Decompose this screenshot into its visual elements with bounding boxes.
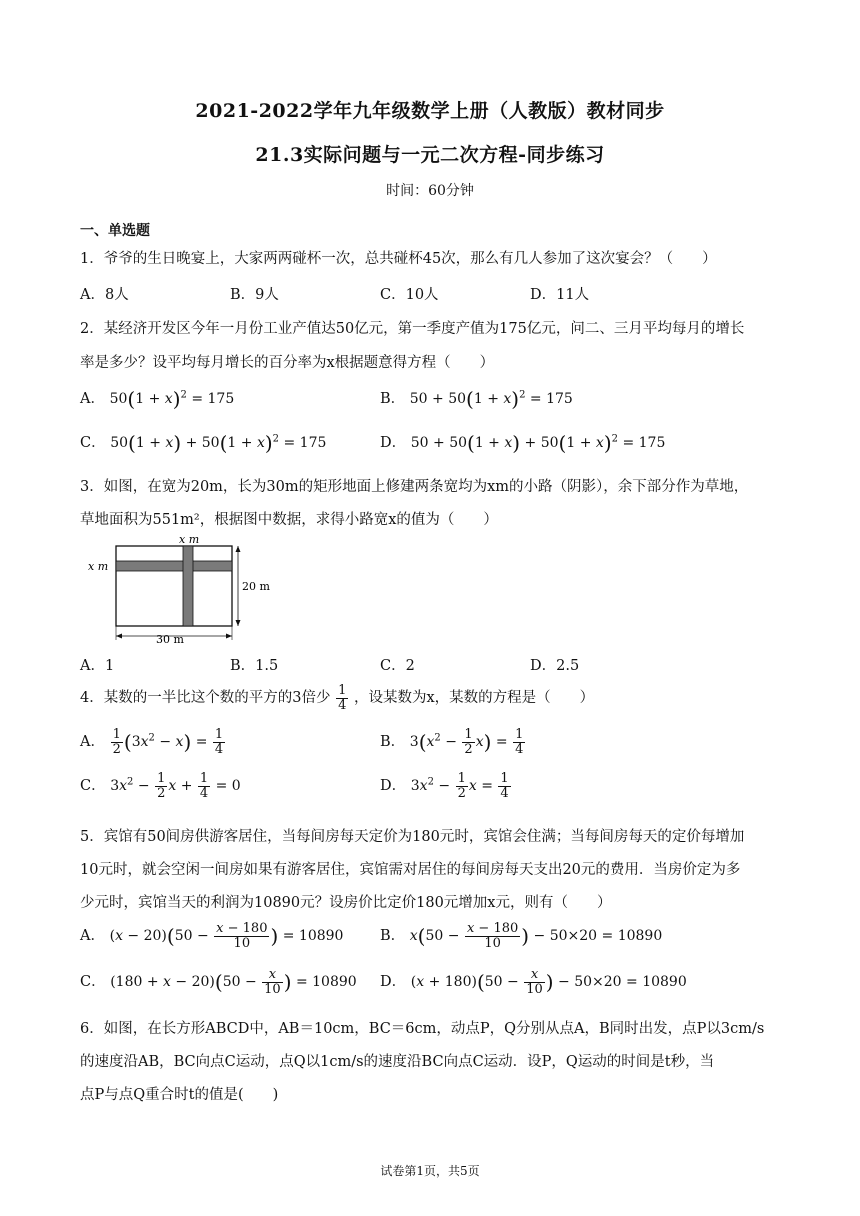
q3-top-label: x m bbox=[179, 533, 200, 546]
q3-right-label: 20 m bbox=[242, 580, 270, 593]
q1-option-b[interactable]: B．9人 bbox=[230, 287, 279, 303]
q1-option-c[interactable]: C．10人 bbox=[380, 287, 439, 303]
q4-option-c[interactable] bbox=[80, 772, 241, 800]
q2-option-a-label: A． bbox=[80, 391, 105, 407]
q5-option-b-label: B． bbox=[380, 928, 406, 945]
q2-option-c[interactable] bbox=[80, 431, 326, 453]
q3-left-label: x m bbox=[88, 560, 109, 573]
q2-option-d-label: D． bbox=[380, 435, 407, 451]
q4-option-c-label: C． bbox=[80, 778, 106, 795]
q6-stem-line2: 的速度沿AB，BC向点C运动，点Q以1cm/s的速度沿BC向点C运动．设P，Q运动的时间是t秒，当 bbox=[80, 1054, 715, 1070]
q2-option-a-formula: $50(1 + x)^2 = 175$ bbox=[109, 387, 235, 411]
q4-option-d[interactable] bbox=[380, 772, 512, 800]
q4-option-b-label: B． bbox=[380, 734, 406, 751]
q4-option-a-label: A． bbox=[80, 734, 105, 751]
q4-option-a-formula: $\frac{1}{2}$ $(3x^2 - x)$ = $\frac{1}{4}$ bbox=[112, 727, 224, 757]
q5-option-a-formula: (x − 20)(50 − $\frac{x - 180}{10}$ ) = 10890 bbox=[109, 921, 344, 951]
q3-option-a[interactable]: A．1 bbox=[80, 658, 115, 674]
q2-stem-line2: 率是多少？设平均每月增长的百分率为x根据题意得方程（ ） bbox=[80, 355, 495, 371]
q3-field-rect bbox=[116, 546, 232, 626]
q5-option-b-formula: x(50 − $\frac{x - 180}{10}$ ) − 50×20 = 10890 bbox=[409, 921, 663, 951]
q5-option-a[interactable] bbox=[80, 922, 343, 950]
q1-stem: 1．爷爷的生日晚宴上，大家两两碰杯一次，总共碰杯45次，那么有几人参加了这次宴会？（ ） bbox=[80, 251, 717, 267]
q6-stem-line3: 点P与点Q重合时t的值是( ) bbox=[80, 1087, 279, 1103]
q5-option-c-label: C． bbox=[80, 974, 106, 991]
q2-option-d[interactable] bbox=[380, 431, 665, 453]
q6-stem-line1: 6．如图，在长方形ABCD中，AB＝10cm，BC＝6cm，动点P，Q分别从点A，B同时出发，点P以3cm/s bbox=[80, 1021, 765, 1037]
q3-bottom-label: 30 m bbox=[156, 633, 184, 644]
q4-option-b[interactable] bbox=[380, 728, 526, 756]
q2-option-b-formula: $50 + 50(1 + x)^2 = 175$ bbox=[409, 387, 573, 411]
q2-option-c-formula: $50(1 + x) + 50(1 + x)^2 = 175$ bbox=[110, 431, 327, 455]
q3-option-c[interactable]: C．2 bbox=[380, 658, 415, 674]
q1-option-a[interactable]: A．8人 bbox=[80, 287, 129, 303]
q3-option-d[interactable]: D．2.5 bbox=[530, 658, 580, 674]
q5-stem-line3: 少元时，宾馆当天的利润为10890元？设房价比定价180元增加x元，则有（ ） bbox=[80, 895, 612, 911]
q5-stem-line2: 10元时，就会空闲一间房如果有游客居住，宾馆需对居住的每间房每天支出20元的费用．当房价定为多 bbox=[80, 862, 741, 878]
q5-option-d[interactable] bbox=[380, 968, 687, 996]
q2-stem-line1: 2．某经济开发区今年一月份工业产值达50亿元，第一季度产值为175亿元，问二、三月平均每月的增长 bbox=[80, 321, 745, 337]
q3-horizontal-road bbox=[116, 561, 232, 571]
q5-option-c[interactable] bbox=[80, 968, 357, 996]
page-footer: 试卷第1页，共5页 bbox=[380, 1164, 480, 1178]
q4-option-a[interactable] bbox=[80, 728, 226, 756]
q4-stem-part1: 4．某数的一半比这个数的平方的3倍少 bbox=[80, 690, 331, 707]
q2-option-b[interactable] bbox=[380, 387, 573, 409]
q4-option-b-formula: $3(x^2$ − $\frac{1}{2}$ x) = $\frac{1}{4}$ bbox=[409, 727, 524, 757]
q5-option-d-formula: (x + 180)(50 − $\frac{x}{10}$ ) − 50×20 = 10890 bbox=[410, 967, 687, 997]
exam-title: 2021-2022学年九年级数学上册（人教版）教材同步 bbox=[195, 100, 665, 122]
q5-option-b[interactable] bbox=[380, 922, 662, 950]
exam-subtitle: 21.3实际问题与一元二次方程-同步练习 bbox=[255, 144, 605, 166]
q4-stem-part2: ，设某数为x，某数的方程是（ ） bbox=[353, 690, 595, 707]
q5-option-a-label: A． bbox=[80, 928, 105, 945]
q4-option-d-formula: $3x^2$ − $\frac{1}{2}$ x = $\frac{1}{4}$ bbox=[410, 771, 509, 801]
q3-stem-line2: 草地面积为551m²，根据图中数据，求得小路宽x的值为（ ） bbox=[80, 512, 498, 528]
q2-option-d-formula: $50 + 50(1 + x) + 50(1 + x)^2 = 175$ bbox=[410, 431, 666, 455]
q4-option-d-label: D． bbox=[380, 778, 407, 795]
q4-stem bbox=[80, 684, 594, 712]
exam-time: 时间：60分钟 bbox=[386, 183, 474, 199]
q4-option-c-formula: $3x^2$ − $\frac{1}{2}$ x + $\frac{1}{4}$ = 0 bbox=[110, 771, 241, 801]
q1-option-d[interactable]: D．11人 bbox=[530, 287, 590, 303]
q3-vertical-road bbox=[183, 546, 193, 626]
q2-option-b-label: B． bbox=[380, 391, 406, 407]
q3-option-b[interactable]: B．1.5 bbox=[230, 658, 279, 674]
section-heading: 一、单选题 bbox=[80, 223, 150, 239]
q5-stem-line1: 5．宾馆有50间房供游客居住，当每间房每天定价为180元时，宾馆会住满；当每间房每天的定价每增加 bbox=[80, 829, 745, 845]
q5-option-c-formula: (180 + x − 20)(50 − $\frac{x}{10}$ ) = 10890 bbox=[110, 967, 357, 997]
q5-option-d-label: D． bbox=[380, 974, 407, 991]
q3-stem-line1: 3．如图，在宽为20m，长为30m的矩形地面上修建两条宽均为xm的小路（阴影），余下部分作为草地， bbox=[80, 479, 749, 495]
q4-stem-fraction: $\frac{1}{4}$ bbox=[338, 683, 347, 713]
q2-option-a[interactable] bbox=[80, 387, 234, 409]
q3-road-figure bbox=[80, 532, 280, 644]
q2-option-c-label: C． bbox=[80, 435, 106, 451]
